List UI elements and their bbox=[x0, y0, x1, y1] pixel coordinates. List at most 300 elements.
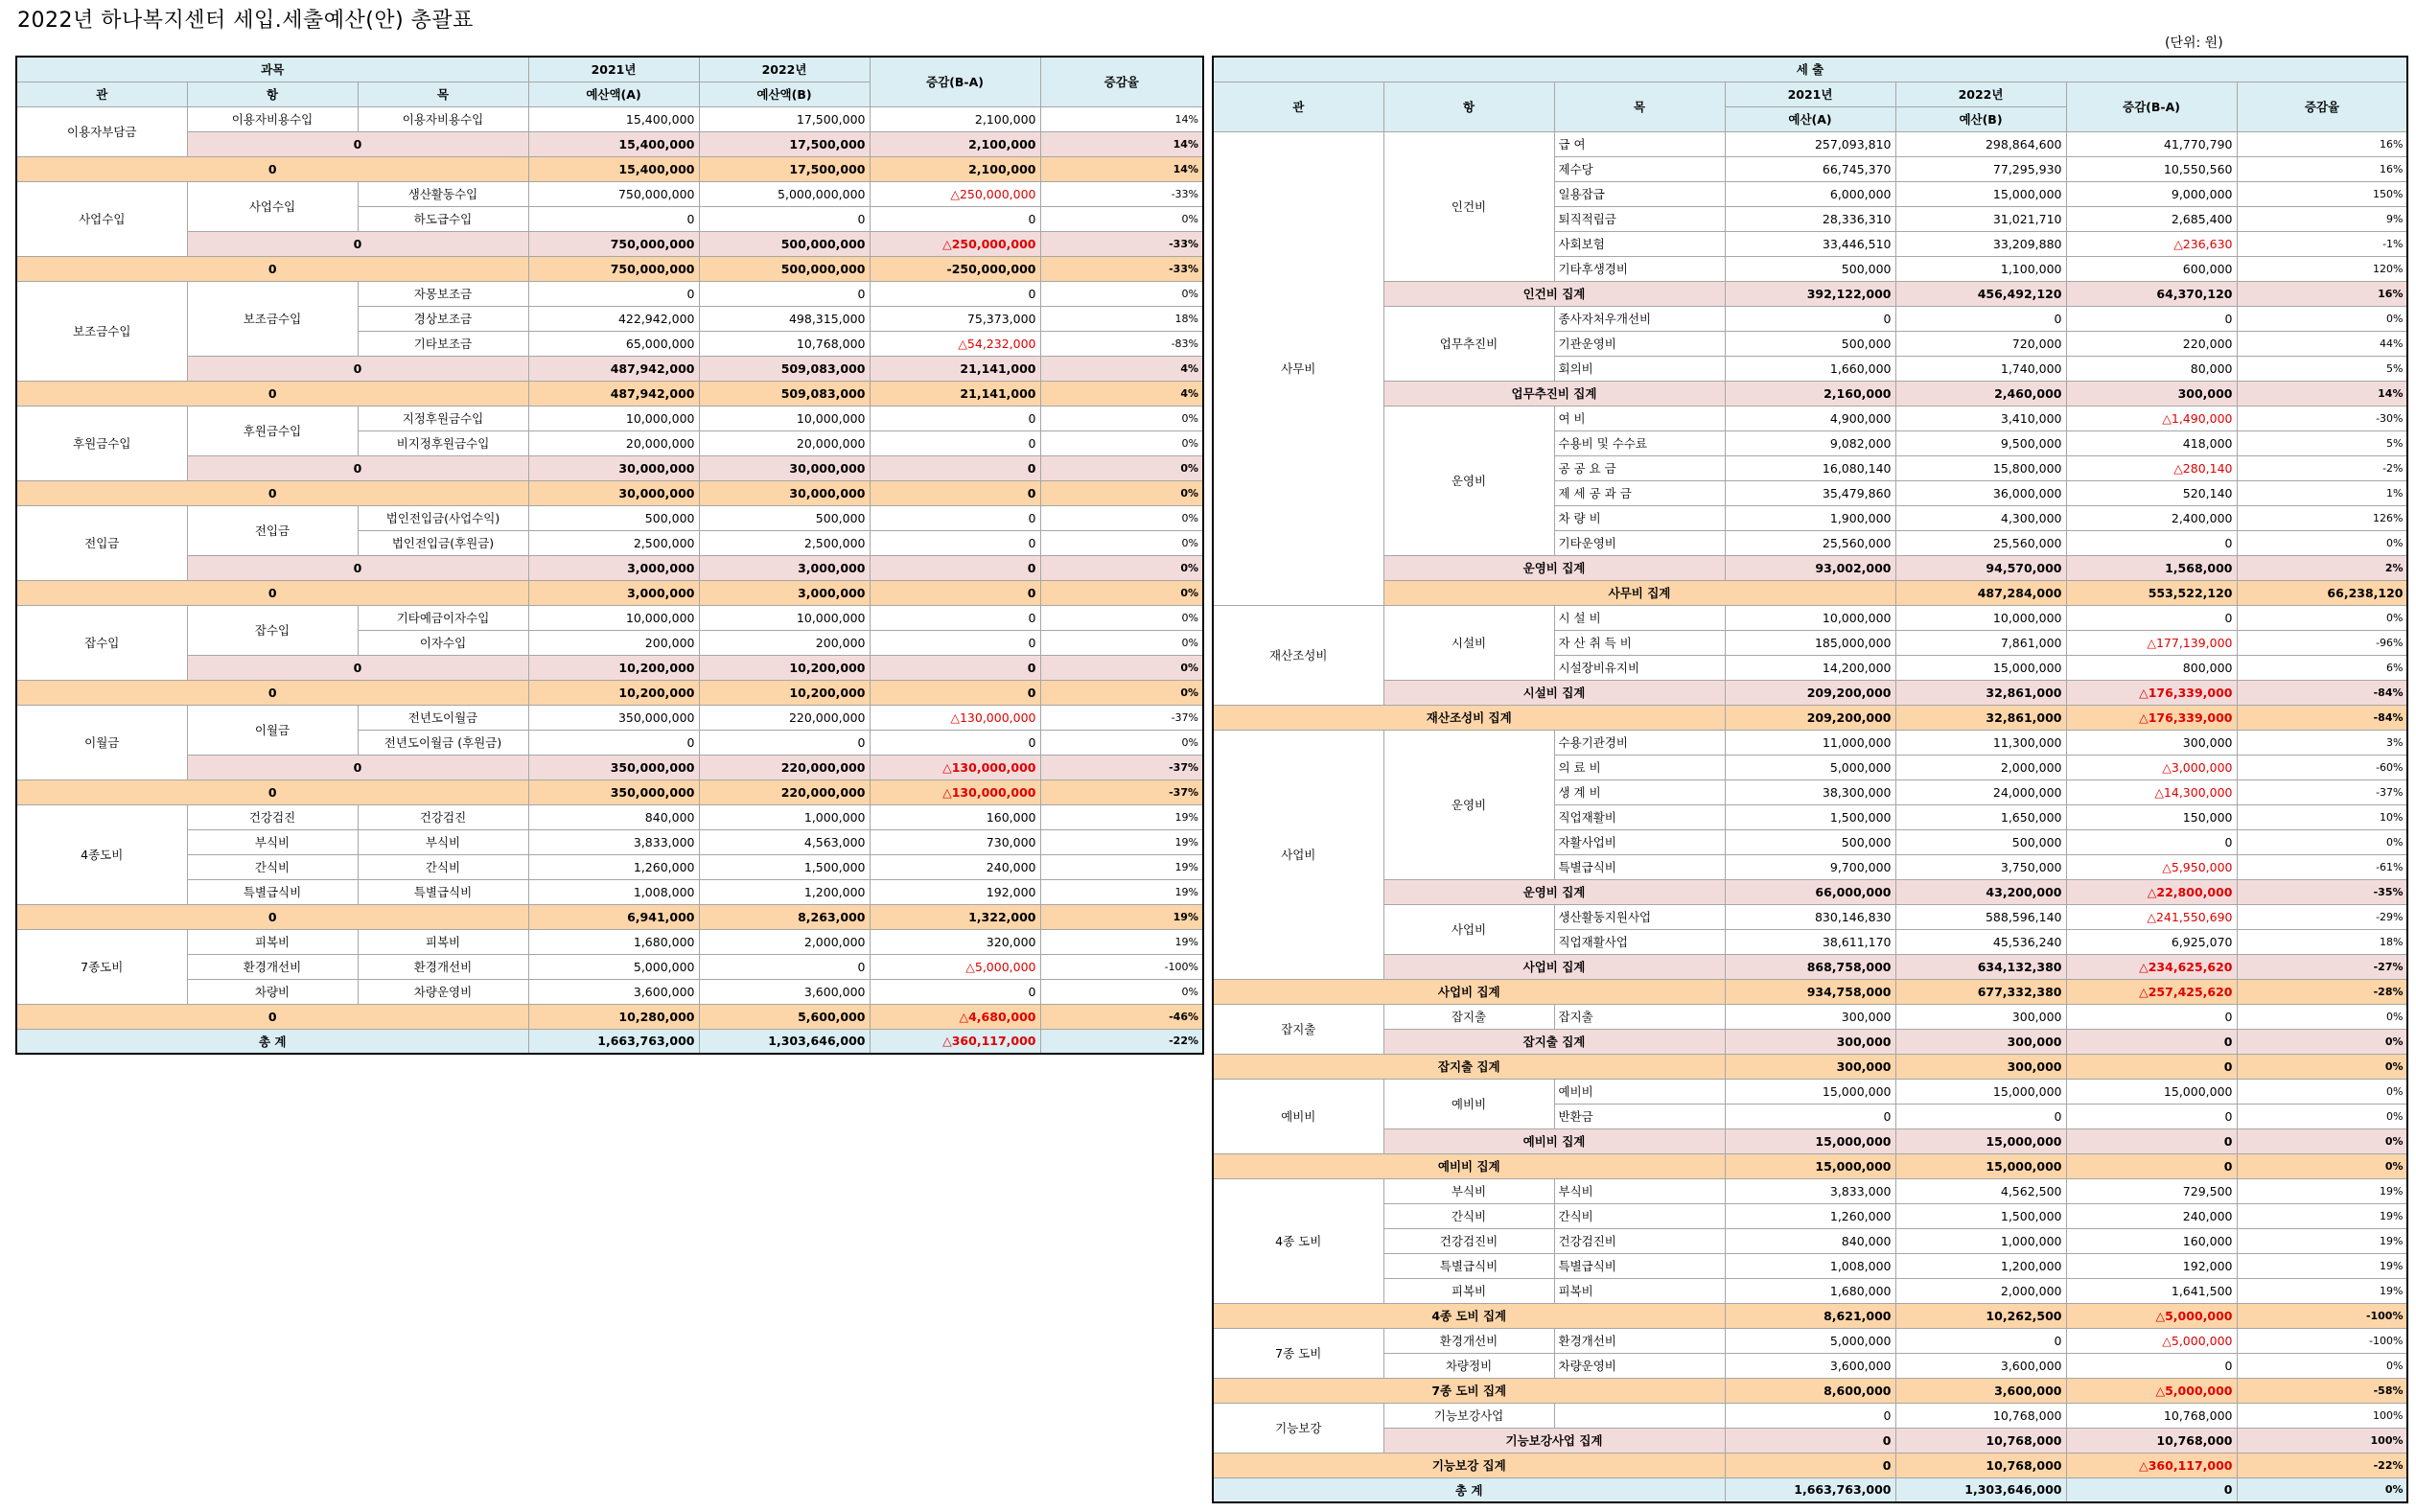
budget-a-cell: 200,000 bbox=[528, 630, 699, 655]
budget-b-cell: 30,000,000 bbox=[699, 455, 870, 480]
diff-cell: △130,000,000 bbox=[870, 779, 1040, 804]
hang-cell: 기능보강사업 bbox=[1383, 1403, 1554, 1428]
budget-a-cell: 30,000,000 bbox=[528, 455, 699, 480]
budget-b-cell: 15,000,000 bbox=[1895, 181, 2066, 206]
rate-cell: 0% bbox=[2237, 1004, 2407, 1029]
budget-a-cell: 868,758,000 bbox=[1725, 954, 1895, 979]
budget-a-cell: 750,000,000 bbox=[528, 181, 699, 206]
table-row bbox=[16, 904, 1203, 929]
budget-b-cell: 300,000 bbox=[1895, 1029, 2066, 1054]
rate-cell: 2% bbox=[2237, 555, 2407, 580]
budget-b-cell: 7,861,000 bbox=[1895, 630, 2066, 655]
mok-cell bbox=[1554, 1403, 1725, 1428]
table-row bbox=[1213, 1477, 2407, 1502]
rate-cell: -29% bbox=[2237, 904, 2407, 929]
header-mok: 목 bbox=[358, 81, 528, 106]
diff-cell: 0 bbox=[2066, 530, 2237, 555]
budget-b-cell: 3,600,000 bbox=[1895, 1353, 2066, 1378]
rate-cell: 14% bbox=[2237, 381, 2407, 406]
budget-a-cell: 16,080,140 bbox=[1725, 455, 1895, 480]
header-mok: 목 bbox=[1554, 81, 1725, 131]
gwan-cell: 전입금 bbox=[16, 505, 187, 580]
mok-cell: 차량운영비 bbox=[358, 979, 528, 1004]
diff-cell: 80,000 bbox=[2066, 356, 2237, 381]
budget-b-cell: 2,000,000 bbox=[699, 929, 870, 954]
section-total-label: 0 bbox=[16, 580, 528, 605]
diff-cell: -250,000,000 bbox=[870, 256, 1040, 281]
budget-b-cell: 10,000,000 bbox=[699, 406, 870, 430]
mok-cell: 기관운영비 bbox=[1554, 331, 1725, 356]
budget-a-cell: 209,200,000 bbox=[1725, 705, 1895, 730]
rate-cell: 120% bbox=[2237, 256, 2407, 281]
budget-a-cell: 830,146,830 bbox=[1725, 904, 1895, 929]
budget-a-cell: 350,000,000 bbox=[528, 755, 699, 779]
diff-cell: 75,373,000 bbox=[870, 306, 1040, 331]
budget-b-cell: 553,522,120 bbox=[2066, 580, 2237, 605]
mok-cell: 특별급식비 bbox=[1554, 854, 1725, 879]
table-row bbox=[1213, 57, 2407, 81]
gwan-cell: 사업비 bbox=[1213, 730, 1383, 979]
budget-b-cell: 0 bbox=[699, 281, 870, 306]
gwan-cell: 잡수입 bbox=[16, 605, 187, 680]
diff-cell: 0 bbox=[2066, 1004, 2237, 1029]
table-row bbox=[16, 804, 1203, 829]
section-total-label: 예비비 집계 bbox=[1213, 1153, 1725, 1178]
diff-cell: △257,425,620 bbox=[2066, 979, 2237, 1004]
subtotal-label: 잡지출 집계 bbox=[1383, 1029, 1725, 1054]
budget-b-cell: 634,132,380 bbox=[1895, 954, 2066, 979]
rate-cell: -37% bbox=[1040, 779, 1203, 804]
diff-cell: 0 bbox=[870, 680, 1040, 705]
budget-b-cell: 2,000,000 bbox=[1895, 755, 2066, 779]
table-row bbox=[1213, 904, 2407, 929]
hang-cell: 특별급식비 bbox=[1383, 1253, 1554, 1278]
section-total-label: 0 bbox=[16, 381, 528, 406]
diff-cell: △5,000,000 bbox=[870, 954, 1040, 979]
diff-cell: 0 bbox=[870, 281, 1040, 306]
header-hang: 항 bbox=[187, 81, 358, 106]
table-row bbox=[1213, 954, 2407, 979]
budget-b-cell: 94,570,000 bbox=[1895, 555, 2066, 580]
budget-a-cell: 1,680,000 bbox=[528, 929, 699, 954]
budget-b-cell: 15,000,000 bbox=[1895, 655, 2066, 680]
gwan-cell: 4종 도비 bbox=[1213, 1178, 1383, 1303]
diff-cell: △176,339,000 bbox=[2066, 705, 2237, 730]
budget-a-cell: 300,000 bbox=[1725, 1054, 1895, 1079]
rate-cell: 0% bbox=[1040, 605, 1203, 630]
budget-b-cell: 498,315,000 bbox=[699, 306, 870, 331]
budget-a-cell: 5,000,000 bbox=[1725, 1328, 1895, 1353]
budget-a-cell: 3,000,000 bbox=[528, 555, 699, 580]
rate-cell: -96% bbox=[2237, 630, 2407, 655]
diff-cell: △54,232,000 bbox=[870, 331, 1040, 356]
header-gwan: 관 bbox=[1213, 81, 1383, 131]
diff-cell: 21,141,000 bbox=[870, 356, 1040, 381]
section-total-label: 0 bbox=[16, 680, 528, 705]
hang-cell: 간식비 bbox=[1383, 1203, 1554, 1228]
mok-cell: 급 여 bbox=[1554, 131, 1725, 156]
diff-cell: 0 bbox=[870, 555, 1040, 580]
budget-b-cell: 10,768,000 bbox=[1895, 1453, 2066, 1477]
diff-cell: 0 bbox=[870, 206, 1040, 231]
budget-a-cell: 3,600,000 bbox=[528, 979, 699, 1004]
diff-cell: 0 bbox=[870, 455, 1040, 480]
hang-cell: 환경개선비 bbox=[1383, 1328, 1554, 1353]
section-total-label: 사업비 집계 bbox=[1213, 979, 1725, 1004]
rate-cell: 0% bbox=[1040, 430, 1203, 455]
diff-cell: △4,680,000 bbox=[870, 1004, 1040, 1029]
diff-cell: 9,000,000 bbox=[2066, 181, 2237, 206]
subtotal-label: 운영비 집계 bbox=[1383, 879, 1725, 904]
budget-a-cell: 500,000 bbox=[1725, 331, 1895, 356]
header-b: 예산(B) bbox=[1895, 106, 2066, 131]
hang-cell: 부식비 bbox=[1383, 1178, 1554, 1203]
rate-cell: -60% bbox=[2237, 755, 2407, 779]
rate-cell: 0% bbox=[1040, 680, 1203, 705]
diff-cell: 600,000 bbox=[2066, 256, 2237, 281]
table-row bbox=[16, 406, 1203, 430]
diff-cell: △360,117,000 bbox=[2066, 1453, 2237, 1477]
budget-b-cell: 0 bbox=[699, 730, 870, 755]
rate-cell: 0% bbox=[1040, 730, 1203, 755]
hang-cell: 잡수입 bbox=[187, 605, 358, 655]
budget-a-cell: 15,400,000 bbox=[528, 106, 699, 131]
budget-a-cell: 1,663,763,000 bbox=[528, 1029, 699, 1054]
diff-cell: △1,490,000 bbox=[2066, 406, 2237, 430]
diff-cell: 1,568,000 bbox=[2066, 555, 2237, 580]
budget-a-cell: 3,000,000 bbox=[528, 580, 699, 605]
budget-b-cell: 4,300,000 bbox=[1895, 505, 2066, 530]
grand-total-label: 총 계 bbox=[1213, 1477, 1725, 1502]
rate-cell: 3% bbox=[2237, 730, 2407, 755]
budget-b-cell: 17,500,000 bbox=[699, 106, 870, 131]
diff-cell: 0 bbox=[2066, 1477, 2237, 1502]
rate-cell: -58% bbox=[2237, 1378, 2407, 1403]
diff-cell: 0 bbox=[870, 655, 1040, 680]
diff-cell: 0 bbox=[2066, 1153, 2237, 1178]
section-total-label: 재산조성비 집계 bbox=[1213, 705, 1725, 730]
rate-cell: 0% bbox=[1040, 530, 1203, 555]
rate-cell: -33% bbox=[1040, 231, 1203, 256]
hang-cell: 후원금수입 bbox=[187, 406, 358, 455]
diff-cell: △5,950,000 bbox=[2066, 854, 2237, 879]
budget-b-cell: 3,600,000 bbox=[1895, 1378, 2066, 1403]
budget-a-cell: 10,000,000 bbox=[528, 406, 699, 430]
diff-cell: 0 bbox=[2066, 1128, 2237, 1153]
mok-cell: 사회보험 bbox=[1554, 231, 1725, 256]
hang-cell: 피복비 bbox=[1383, 1278, 1554, 1303]
mok-cell: 자 산 취 득 비 bbox=[1554, 630, 1725, 655]
diff-cell: 320,000 bbox=[870, 929, 1040, 954]
budget-b-cell: 1,303,646,000 bbox=[699, 1029, 870, 1054]
section-total-label: 0 bbox=[16, 256, 528, 281]
diff-cell: 2,685,400 bbox=[2066, 206, 2237, 231]
budget-a-cell: 3,600,000 bbox=[1725, 1353, 1895, 1378]
section-total-label: 사무비 집계 bbox=[1383, 580, 1895, 605]
rate-cell: 19% bbox=[1040, 854, 1203, 879]
table-row bbox=[16, 231, 1203, 256]
budget-b-cell: 32,861,000 bbox=[1895, 705, 2066, 730]
hang-cell: 간식비 bbox=[187, 854, 358, 879]
table-row bbox=[16, 131, 1203, 156]
budget-a-cell: 20,000,000 bbox=[528, 430, 699, 455]
hang-cell: 전입금 bbox=[187, 505, 358, 555]
budget-b-cell: 3,000,000 bbox=[699, 580, 870, 605]
diff-cell: △241,550,690 bbox=[2066, 904, 2237, 929]
budget-b-cell: 10,768,000 bbox=[1895, 1403, 2066, 1428]
table-row bbox=[1213, 1203, 2407, 1228]
diff-cell: 64,370,120 bbox=[2066, 281, 2237, 306]
mok-cell: 피복비 bbox=[1554, 1278, 1725, 1303]
mok-cell: 일용잡급 bbox=[1554, 181, 1725, 206]
diff-cell: 150,000 bbox=[2066, 804, 2237, 829]
diff-cell: 0 bbox=[870, 605, 1040, 630]
table-row bbox=[1213, 979, 2407, 1004]
mok-cell: 특별급식비 bbox=[358, 879, 528, 904]
mok-cell: 전년도이월금 bbox=[358, 705, 528, 730]
table-row bbox=[16, 106, 1203, 131]
diff-cell: 21,141,000 bbox=[870, 381, 1040, 406]
subtotal-label: 사업비 집계 bbox=[1383, 954, 1725, 979]
diff-cell: 300,000 bbox=[2066, 381, 2237, 406]
header-a: 예산액(A) bbox=[528, 81, 699, 106]
budget-b-cell: 3,750,000 bbox=[1895, 854, 2066, 879]
budget-a-cell: 11,000,000 bbox=[1725, 730, 1895, 755]
mok-cell: 부식비 bbox=[1554, 1178, 1725, 1203]
budget-a-cell: 209,200,000 bbox=[1725, 680, 1895, 705]
expense-table bbox=[1212, 56, 2408, 1503]
rate-cell: 10% bbox=[2237, 804, 2407, 829]
budget-b-cell: 8,263,000 bbox=[699, 904, 870, 929]
diff-cell: △130,000,000 bbox=[870, 705, 1040, 730]
table-row bbox=[1213, 1353, 2407, 1378]
hang-cell: 잡지출 bbox=[1383, 1004, 1554, 1029]
budget-b-cell: 1,500,000 bbox=[1895, 1203, 2066, 1228]
mok-cell: 피복비 bbox=[358, 929, 528, 954]
budget-b-cell: 1,200,000 bbox=[699, 879, 870, 904]
table-row bbox=[16, 381, 1203, 406]
budget-b-cell: 17,500,000 bbox=[699, 156, 870, 181]
rate-cell: 19% bbox=[2237, 1228, 2407, 1253]
budget-a-cell: 392,122,000 bbox=[1725, 281, 1895, 306]
rate-cell: 19% bbox=[1040, 804, 1203, 829]
rate-cell: 14% bbox=[1040, 131, 1203, 156]
rate-cell: 19% bbox=[2237, 1278, 2407, 1303]
rate-cell: -84% bbox=[2237, 705, 2407, 730]
table-row bbox=[16, 829, 1203, 854]
hang-cell: 업무추진비 bbox=[1383, 306, 1554, 381]
gwan-cell: 사업수입 bbox=[16, 181, 187, 256]
budget-b-cell: 220,000,000 bbox=[699, 755, 870, 779]
budget-a-cell: 750,000,000 bbox=[528, 256, 699, 281]
gwan-cell: 7종도비 bbox=[16, 929, 187, 1004]
budget-b-cell: 300,000 bbox=[1895, 1004, 2066, 1029]
table-row bbox=[16, 879, 1203, 904]
diff-cell: 220,000 bbox=[2066, 331, 2237, 356]
rate-cell: -46% bbox=[1040, 1004, 1203, 1029]
table-row bbox=[16, 680, 1203, 705]
rate-cell: -27% bbox=[2237, 954, 2407, 979]
diff-cell: △250,000,000 bbox=[870, 181, 1040, 206]
budget-a-cell: 0 bbox=[1725, 1403, 1895, 1428]
budget-b-cell: 9,500,000 bbox=[1895, 430, 2066, 455]
rate-cell: 5% bbox=[2237, 430, 2407, 455]
rate-cell: 19% bbox=[2237, 1253, 2407, 1278]
budget-b-cell: 5,000,000,000 bbox=[699, 181, 870, 206]
gwan-cell: 잡지출 bbox=[1213, 1004, 1383, 1054]
mok-cell: 제수당 bbox=[1554, 156, 1725, 181]
table-row bbox=[16, 779, 1203, 804]
mok-cell: 법인전입금(후원금) bbox=[358, 530, 528, 555]
hang-cell: 환경개선비 bbox=[187, 954, 358, 979]
diff-cell: 0 bbox=[2066, 1054, 2237, 1079]
table-row bbox=[1213, 1428, 2407, 1453]
diff-cell: 240,000 bbox=[2066, 1203, 2237, 1228]
budget-a-cell: 0 bbox=[1725, 1104, 1895, 1128]
diff-cell: 2,400,000 bbox=[2066, 505, 2237, 530]
diff-cell: 0 bbox=[2066, 306, 2237, 331]
gwan-cell: 7종 도비 bbox=[1213, 1328, 1383, 1378]
mok-cell: 법인전입금(사업수익) bbox=[358, 505, 528, 530]
diff-cell: 520,140 bbox=[2066, 480, 2237, 505]
rate-cell: 0% bbox=[1040, 480, 1203, 505]
table-row bbox=[1213, 1128, 2407, 1153]
rate-cell: 19% bbox=[1040, 904, 1203, 929]
diff-cell: △130,000,000 bbox=[870, 755, 1040, 779]
budget-b-cell: 500,000 bbox=[1895, 829, 2066, 854]
table-row bbox=[1213, 1029, 2407, 1054]
diff-cell: △14,300,000 bbox=[2066, 779, 2237, 804]
budget-a-cell: 1,260,000 bbox=[1725, 1203, 1895, 1228]
rate-cell: 100% bbox=[2237, 1428, 2407, 1453]
diff-cell: 10,768,000 bbox=[2066, 1403, 2237, 1428]
hang-cell: 이월금 bbox=[187, 705, 358, 755]
budget-b-cell: 509,083,000 bbox=[699, 356, 870, 381]
subtotal-label: 0 bbox=[187, 555, 528, 580]
gwan-cell: 예비비 bbox=[1213, 1079, 1383, 1153]
header-a: 예산(A) bbox=[1725, 106, 1895, 131]
grand-total-label: 총 계 bbox=[16, 1029, 528, 1054]
rate-cell: 0% bbox=[2237, 1104, 2407, 1128]
table-row bbox=[1213, 605, 2407, 630]
budget-a-cell: 8,621,000 bbox=[1725, 1303, 1895, 1328]
budget-b-cell: 4,563,000 bbox=[699, 829, 870, 854]
header-group: 과목 bbox=[16, 57, 528, 81]
budget-b-cell: 30,000,000 bbox=[699, 480, 870, 505]
rate-cell: 18% bbox=[1040, 306, 1203, 331]
table-row bbox=[1213, 1303, 2407, 1328]
budget-a-cell: 1,500,000 bbox=[1725, 804, 1895, 829]
budget-a-cell: 185,000,000 bbox=[1725, 630, 1895, 655]
budget-a-cell: 10,200,000 bbox=[528, 655, 699, 680]
rate-cell: 5% bbox=[2237, 356, 2407, 381]
rate-cell: 0% bbox=[1040, 406, 1203, 430]
rate-cell: 44% bbox=[2237, 331, 2407, 356]
table-row bbox=[1213, 1378, 2407, 1403]
section-total-label: 기능보강 집계 bbox=[1213, 1453, 1725, 1477]
rate-cell: 0% bbox=[1040, 979, 1203, 1004]
gwan-cell: 사무비 bbox=[1213, 131, 1383, 605]
budget-a-cell: 38,300,000 bbox=[1725, 779, 1895, 804]
subtotal-label: 0 bbox=[187, 655, 528, 680]
header-group: 세 출 bbox=[1213, 57, 2407, 81]
budget-b-cell: 298,864,600 bbox=[1895, 131, 2066, 156]
budget-a-cell: 487,942,000 bbox=[528, 356, 699, 381]
diff-cell: △22,800,000 bbox=[2066, 879, 2237, 904]
mok-cell: 차 량 비 bbox=[1554, 505, 1725, 530]
budget-b-cell: 24,000,000 bbox=[1895, 779, 2066, 804]
table-row bbox=[1213, 1079, 2407, 1104]
budget-a-cell: 15,000,000 bbox=[1725, 1128, 1895, 1153]
rate-cell: 0% bbox=[2237, 1128, 2407, 1153]
budget-b-cell: 45,536,240 bbox=[1895, 929, 2066, 954]
hang-cell: 사업수입 bbox=[187, 181, 358, 231]
budget-b-cell: 1,303,646,000 bbox=[1895, 1477, 2066, 1502]
section-total-label: 0 bbox=[16, 480, 528, 505]
budget-b-cell: 36,000,000 bbox=[1895, 480, 2066, 505]
hang-cell: 피복비 bbox=[187, 929, 358, 954]
budget-b-cell: 200,000 bbox=[699, 630, 870, 655]
mok-cell: 회의비 bbox=[1554, 356, 1725, 381]
diff-cell: 0 bbox=[2066, 1353, 2237, 1378]
diff-cell: 6,925,070 bbox=[2066, 929, 2237, 954]
mok-cell: 시 설 비 bbox=[1554, 605, 1725, 630]
diff-cell: 0 bbox=[2066, 1029, 2237, 1054]
table-row bbox=[16, 605, 1203, 630]
diff-cell: 1,641,500 bbox=[2066, 1278, 2237, 1303]
table-row bbox=[16, 356, 1203, 381]
diff-cell: △250,000,000 bbox=[870, 231, 1040, 256]
budget-b-cell: 43,200,000 bbox=[1895, 879, 2066, 904]
budget-b-cell: 0 bbox=[1895, 1328, 2066, 1353]
budget-a-cell: 0 bbox=[1725, 306, 1895, 331]
table-row bbox=[1213, 879, 2407, 904]
table-row bbox=[1213, 1004, 2407, 1029]
budget-b-cell: 15,800,000 bbox=[1895, 455, 2066, 480]
mok-cell: 차량운영비 bbox=[1554, 1353, 1725, 1378]
diff-cell: 66,238,120 bbox=[2237, 580, 2407, 605]
mok-cell: 비지정후원금수입 bbox=[358, 430, 528, 455]
subtotal-label: 0 bbox=[187, 131, 528, 156]
table-row bbox=[1213, 1453, 2407, 1477]
budget-b-cell: 2,500,000 bbox=[699, 530, 870, 555]
diff-cell: 10,768,000 bbox=[2066, 1428, 2237, 1453]
diff-cell: 15,000,000 bbox=[2066, 1079, 2237, 1104]
table-row bbox=[1213, 381, 2407, 406]
section-total-label: 7종 도비 집계 bbox=[1213, 1378, 1725, 1403]
budget-b-cell: 3,000,000 bbox=[699, 555, 870, 580]
table-row bbox=[16, 256, 1203, 281]
header-rate: 증감율 bbox=[2237, 81, 2407, 131]
budget-a-cell: 65,000,000 bbox=[528, 331, 699, 356]
diff-cell: 240,000 bbox=[870, 854, 1040, 879]
hang-cell: 인건비 bbox=[1383, 131, 1554, 281]
budget-a-cell: 3,833,000 bbox=[528, 829, 699, 854]
rate-cell: 19% bbox=[1040, 879, 1203, 904]
budget-b-cell: 1,650,000 bbox=[1895, 804, 2066, 829]
subtotal-label: 0 bbox=[187, 755, 528, 779]
budget-a-cell: 10,000,000 bbox=[528, 605, 699, 630]
rate-cell: 18% bbox=[2237, 929, 2407, 954]
hang-cell: 시설비 bbox=[1383, 605, 1554, 680]
hang-cell: 사업비 bbox=[1383, 904, 1554, 954]
table-row bbox=[1213, 1228, 2407, 1253]
rate-cell: 16% bbox=[2237, 281, 2407, 306]
rate-cell: 0% bbox=[1040, 580, 1203, 605]
diff-cell: 300,000 bbox=[2066, 730, 2237, 755]
diff-cell: △360,117,000 bbox=[870, 1029, 1040, 1054]
rate-cell: -28% bbox=[2237, 979, 2407, 1004]
